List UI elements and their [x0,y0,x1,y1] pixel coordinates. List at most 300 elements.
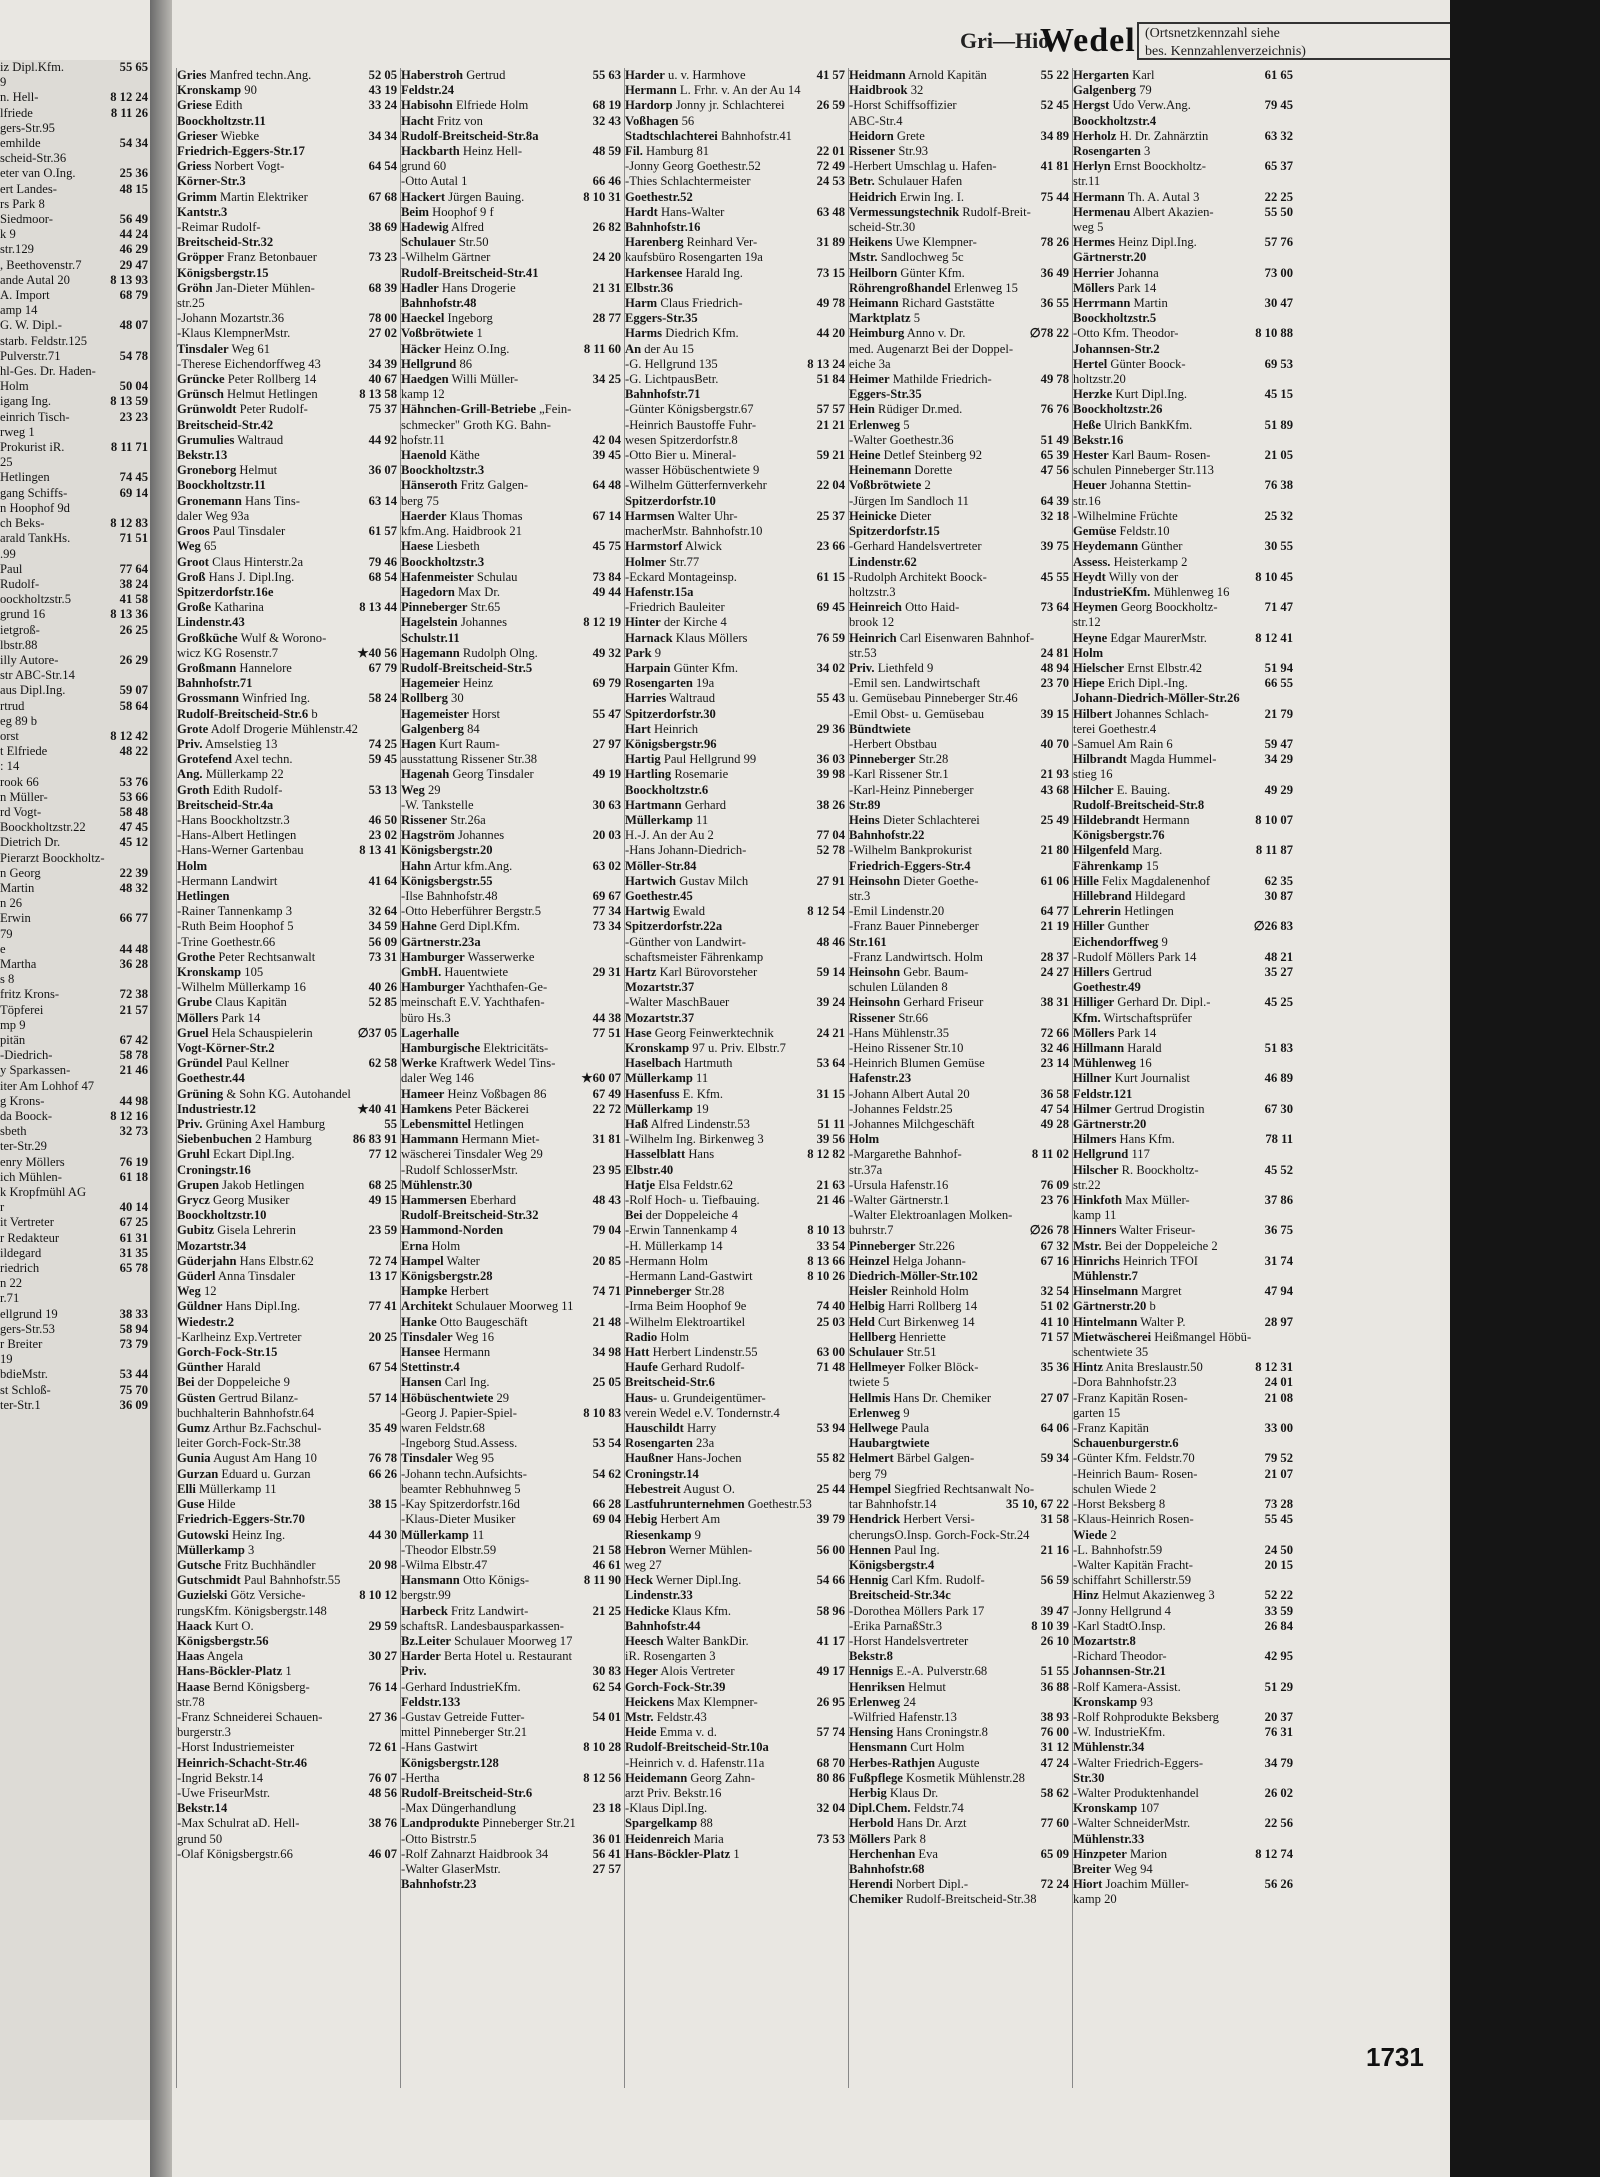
entry-text: Hellmeyer Folker Blöck- [849,1360,979,1375]
directory-entry [401,463,623,478]
phone-number: 34 89 [1038,129,1069,144]
directory-entry [177,950,399,965]
directory-entry [1073,1011,1295,1026]
phone-number: 66 26 [366,1467,397,1482]
directory-entry [177,1269,399,1284]
phone-number: 25 05 [590,1375,621,1390]
directory-column-3 [624,68,847,2088]
entry-text: it Vertreter [0,1215,54,1230]
entry-text: aus Dipl.Ing. [0,683,66,698]
directory-entry [177,615,399,630]
entry-text: Grünsch Helmut Hetlingen [177,387,318,402]
directory-entry [177,235,399,250]
directory-entry [849,1619,1071,1634]
directory-entry [401,144,623,159]
directory-entry [401,1543,623,1558]
phone-number: 59 45 [366,752,397,767]
entry-text: Boockholtzstr.6 [625,782,709,797]
phone-number: 39 56 [814,1132,845,1147]
entry-text: Güderjahn Hans Elbstr.62 [177,1253,314,1268]
phone-number: 23 66 [814,539,845,554]
directory-entry [177,874,399,889]
directory-entry [401,1299,623,1314]
phone-number: 29 59 [366,1619,397,1634]
phone-number: 58 78 [117,1048,148,1063]
directory-entry [401,570,623,585]
phone-number: 49 29 [1262,783,1293,798]
entry-text: Heimer Mathilde Friedrich- [849,372,992,387]
directory-entry [849,1680,1071,1695]
entry-text: Güsten Gertrud Bilanz- [177,1390,299,1405]
phone-number: 66 46 [590,174,621,189]
directory-entry [0,683,150,698]
directory-entry [401,1345,623,1360]
entry-text: Heidenreich Maria [625,1831,724,1846]
entry-text: Haß Alfred Lindenstr.53 [625,1117,750,1132]
entry-text: büro Hs.3 [401,1010,451,1025]
directory-entry [401,904,623,919]
directory-entry [849,1756,1071,1771]
entry-text: Hagemeier Heinz [401,676,493,691]
entry-text: Mozartstr.37 [625,1010,695,1025]
entry-text: -Gerhard IndustrieKfm. [401,1679,521,1694]
directory-entry [0,394,150,409]
directory-entry [0,775,150,790]
directory-entry [401,1695,623,1710]
entry-text: Kronskamp 97 u. Priv. Elbstr.7 [625,1041,786,1055]
phone-number: 64 54 [366,159,397,174]
phone-number: 31 58 [1038,1512,1069,1527]
entry-text: Hans-Böckler-Platz 1 [625,1846,740,1861]
directory-entry [177,98,399,113]
phone-number: 45 55 [1038,570,1069,585]
entry-text: Bekstr.14 [177,1801,228,1816]
entry-text: Griese Edith [177,98,243,113]
directory-entry [849,1178,1071,1193]
directory-entry [0,911,150,926]
directory-entry [1073,813,1295,828]
phone-number: 32 18 [1038,509,1069,524]
entry-text: Haußner Hans-Jochen [625,1451,742,1466]
entry-text: Gärtnerstr.23a [401,934,481,949]
entry-text: k 9 [0,227,16,242]
entry-text: Hacht Fritz von [401,113,483,128]
directory-entry [401,1269,623,1284]
phone-number: 46 61 [590,1558,621,1573]
directory-entry [625,1163,847,1178]
directory-entry [177,433,399,448]
directory-entry [1073,661,1295,676]
entry-text: n Müller- [0,789,48,804]
phone-number: 23 76 [1038,1193,1069,1208]
phone-number: 45 12 [117,835,148,850]
entry-text: str.11 [1073,174,1101,189]
directory-entry [177,1801,399,1816]
entry-text: -Wilhelm Elektroartikel [625,1314,746,1329]
entry-text: A. Import [0,288,50,303]
entry-text: -Hans-Albert Hetlingen [177,828,297,843]
phone-number: 38 15 [366,1497,397,1512]
directory-entry [625,478,847,493]
entry-text: -Rudolph Architekt Boock- [849,569,987,584]
phone-number: 55 22 [1038,68,1069,83]
phone-number: 46 89 [1262,1071,1293,1086]
phone-number: 39 47 [1038,1604,1069,1619]
directory-entry [625,1512,847,1527]
entry-text: stieg 16 [1073,767,1113,782]
entry-text: wicz KG Rosenstr.7 [177,645,279,660]
entry-text: Spitzerdorfstr.15 [849,524,940,539]
directory-entry [0,1003,150,1018]
phone-number: 44 48 [117,942,148,957]
entry-text: Hildebrandt Hermann [1073,812,1190,827]
entry-text: -Otto Autal 1 [401,174,468,189]
entry-text: Wiede 2 [1073,1527,1117,1542]
phone-number: 32 04 [814,1801,845,1816]
phone-number: 27 36 [366,1710,397,1725]
phone-number: 28 37 [1038,950,1069,965]
directory-entry [1073,1193,1295,1208]
directory-entry [177,129,399,144]
entry-text: Hadler Hans Drogerie [401,280,516,295]
entry-text: Elbstr.36 [625,280,674,295]
directory-entry [1073,205,1295,220]
phone-number: 20 37 [1262,1710,1293,1725]
entry-text: Rudolf-Breitscheid-Str.8a [401,128,539,143]
directory-entry [401,859,623,874]
phone-number: 74 25 [366,737,397,752]
directory-entry [1073,463,1295,478]
phone-number: ★40 41 [354,1102,397,1117]
directory-entry [849,1482,1071,1497]
entry-text: Hamburger Yachthafen-Ge- [401,980,548,995]
directory-entry [1073,1771,1295,1786]
directory-entry [1073,1239,1295,1254]
directory-entry [177,1528,399,1543]
entry-text: Tinsdaler Weg 95 [401,1451,494,1466]
phone-number: 23 59 [366,1223,397,1238]
phone-number: 74 45 [117,470,148,485]
entry-text: scheid-Str.30 [849,220,916,235]
directory-entry [625,1056,847,1071]
entry-text: Heydemann Günther [1073,539,1183,554]
entry-text: Harms Diedrich Kfm. [625,326,739,341]
directory-entry [1073,1619,1295,1634]
entry-text: -Theodor Elbstr.59 [401,1542,497,1557]
phone-number: 27 02 [366,326,397,341]
directory-entry [625,1330,847,1345]
directory-entry [177,570,399,585]
directory-entry [401,555,623,570]
entry-text: Rudolf-Breitscheid-Str.41 [401,265,539,280]
directory-entry [625,1649,847,1664]
directory-entry [177,1330,399,1345]
phone-number: 22 39 [117,866,148,881]
directory-entry [177,904,399,919]
directory-entry [0,851,150,866]
phone-number: 56 09 [366,935,397,950]
directory-entry [401,1254,623,1269]
entry-text: Schulstr.11 [401,630,460,645]
phone-number: 67 25 [117,1215,148,1230]
entry-text: Kronskamp 107 [1073,1801,1160,1816]
entry-text: Hilbert Johannes Schlach- [1073,706,1209,721]
entry-text: -Jürgen Im Sandloch 11 [849,493,969,508]
entry-text: Johannsen-Str.21 [1073,1664,1166,1679]
directory-entry [625,585,847,600]
entry-text: Pulverstr.71 [0,348,61,363]
entry-text: riedrich [0,1261,40,1276]
phone-number: 76 78 [366,1451,397,1466]
phone-number: 8 12 82 [804,1147,845,1162]
entry-text: -Walter Elektroanlagen Molken- [849,1208,1013,1223]
phone-number: 77 04 [814,828,845,843]
entry-text: Rosengarten 23a [625,1436,715,1451]
phone-number: 8 12 54 [804,904,845,919]
directory-entry [401,250,623,265]
directory-entry [1073,494,1295,509]
phone-number: 76 38 [1262,478,1293,493]
phone-number: 8 10 39 [1028,1619,1069,1634]
directory-entry [625,1299,847,1314]
entry-text: Habisohn Elfriede Holm [401,98,529,113]
phone-number: 8 10 28 [580,1740,621,1755]
entry-text: -Franz Landwirtsch. Holm [849,949,983,964]
entry-text: -Wilhelmine Früchte [1073,508,1178,523]
entry-text: Voßbrötwiete 1 [401,326,483,341]
phone-number: 27 57 [590,1862,621,1877]
directory-entry [1073,98,1295,113]
entry-text: Kantstr.3 [177,204,228,219]
entry-text: Grieser Wiebke [177,128,260,143]
entry-text: igang Ing. [0,394,52,409]
entry-text: Hähnchen-Grill-Betriebe „Fein- [401,402,572,417]
page-header [172,20,1450,64]
directory-entry [0,75,150,90]
entry-text: Müllerkamp 19 [625,1101,709,1116]
directory-entry [177,205,399,220]
directory-entry [849,1771,1071,1786]
phone-number: 61 31 [117,1231,148,1246]
entry-text: Grube Claus Kapitän [177,995,287,1010]
directory-entry [849,1299,1071,1314]
entry-text: schiffahrt Schillerstr.59 [1073,1573,1191,1588]
entry-text: ter-Str.29 [0,1139,47,1154]
directory-entry [177,737,399,752]
directory-entry [625,1026,847,1041]
page-number: 1731 [1366,2042,1424,2072]
directory-entry [1073,935,1295,950]
entry-text: Heydt Willy von der [1073,569,1179,584]
directory-entry [849,767,1071,782]
entry-text: Mstr. Bei der Doppeleiche 2 [1073,1238,1218,1253]
directory-entry [849,342,1071,357]
entry-text: str.53 [849,645,877,660]
entry-text: str.3 [849,888,871,903]
entry-text: Groß Hans J. Dipl.Ing. [177,569,295,584]
entry-text: scheid-Str.36 [0,151,67,166]
entry-text: -Johann techn.Aufsichts- [401,1466,527,1481]
entry-text: e [0,941,6,956]
directory-entry [849,1816,1071,1831]
entry-text: Hammersen Eberhard [401,1193,517,1208]
phone-number: 71 51 [117,531,148,546]
directory-entry [177,843,399,858]
directory-entry [849,1011,1071,1026]
directory-entry [0,90,150,105]
entry-text: Werke Kraftwerk Wedel Tins- [401,1056,556,1071]
entry-text: Hinselmann Margret [1073,1284,1182,1299]
directory-entry [849,1892,1071,1907]
entry-text: -Johannes Milchgeschäft [849,1117,975,1132]
entry-text: Königsbergstr.56 [177,1633,269,1648]
directory-entry [1073,68,1295,83]
directory-entry [177,1740,399,1755]
directory-entry [401,1877,623,1892]
phone-number: 44 92 [366,433,397,448]
phone-number: 72 66 [1038,1026,1069,1041]
entry-text: st Schloß- [0,1382,51,1397]
directory-entry [401,813,623,828]
entry-text: macherMstr. Bahnhofstr.10 [625,524,763,539]
directory-entry [1073,1071,1295,1086]
directory-entry [401,676,623,691]
entry-text: Herlyn Ernst Boockholtz- [1073,159,1206,174]
phone-number: 20 15 [1262,1558,1293,1573]
directory-entry [625,995,847,1010]
directory-entry [849,402,1071,417]
entry-text: Lebensmittel Hetlingen [401,1117,524,1132]
directory-entry [177,326,399,341]
phone-number: 30 47 [1262,296,1293,311]
entry-text: Boockholtzstr.10 [177,1208,267,1223]
directory-entry [625,919,847,934]
entry-text: Lagerhalle [401,1025,460,1040]
entry-text: Johannsen-Str.2 [1073,341,1160,356]
phone-number: 26 02 [1262,1786,1293,1801]
entry-text: -Walter Produktenhandel [1073,1785,1199,1800]
directory-entry [401,1315,623,1330]
entry-text: Hameer Heinz Voßbagen 86 [401,1086,547,1101]
phone-number: 38 93 [1038,1710,1069,1725]
phone-number: 8 13 36 [107,607,148,622]
directory-entry [1073,1558,1295,1573]
phone-number: 38 31 [1038,995,1069,1010]
directory-entry [401,1421,623,1436]
directory-entry [0,486,150,501]
entry-text: Hebron Werner Mühlen- [625,1542,753,1557]
directory-entry [1073,828,1295,843]
entry-text: Herrier Johanna [1073,265,1159,280]
entry-text: Mühlenweg 16 [1073,1056,1152,1071]
entry-text: Guse Hilde [177,1497,236,1512]
entry-text: Heidorn Grete [849,128,925,143]
entry-text: -Max Düngerhandlung [401,1801,517,1816]
entry-text: Dipl.Chem. Feldstr.74 [849,1801,964,1816]
directory-entry [1073,1543,1295,1558]
entry-text: 79 [0,926,13,941]
entry-text: sbeth [0,1124,27,1139]
directory-entry [401,220,623,235]
entry-text: Hennen Paul Ing. [849,1542,940,1557]
directory-entry [1073,1360,1295,1375]
scan-border [1450,0,1600,2177]
entry-text: Henriksen Helmut [849,1679,946,1694]
directory-entry [0,1337,150,1352]
directory-entry [849,1436,1071,1451]
entry-text: -Walter Goethestr.36 [849,432,954,447]
directory-entry [177,600,399,615]
entry-text: Gurzan Eduard u. Gurzan [177,1466,311,1481]
directory-entry [625,1223,847,1238]
phone-number: 51 49 [1038,433,1069,448]
entry-text: arald TankHs. [0,531,71,546]
entry-text: Hermann L. Frhr. v. An der Au 14 [625,83,801,98]
directory-entry [625,600,847,615]
directory-entry [625,1345,847,1360]
phone-number: 8 12 24 [107,90,148,105]
phone-number: 8 10 31 [580,190,621,205]
directory-entry [625,1406,847,1421]
directory-entry [0,425,150,440]
entry-text: Rosengarten 3 [1073,144,1151,159]
directory-entry [849,1725,1071,1740]
directory-entry [401,1467,623,1482]
directory-entry [0,151,150,166]
directory-entry [625,570,847,585]
directory-entry [0,790,150,805]
phone-number: 51 11 [814,1117,845,1132]
entry-text: Bahnhofstr.22 [849,828,925,843]
phone-number: 36 55 [1038,296,1069,311]
directory-entry [401,478,623,493]
entry-text: -W. IndustrieKfm. [1073,1725,1166,1740]
directory-entry [0,1079,150,1094]
entry-text: -Horst Industriemeister [177,1740,295,1755]
entry-text: -Hermann Holm [625,1253,708,1268]
entry-text: Hetlingen [0,470,50,485]
entry-text: Spitzerdorfstr.16e [177,584,274,599]
entry-text: Lindenstr.33 [625,1588,693,1603]
entry-text: Gärtnerstr.20 [1073,1117,1147,1132]
entry-text: ande Autal 20 [0,272,70,287]
entry-text: Hampel Walter [401,1253,480,1268]
directory-entry [401,1406,623,1421]
entry-text: schaftsmeister Fährenkamp [625,949,764,964]
entry-text: Assess. Heisterkamp 2 [1073,554,1188,569]
phone-number: 47 94 [1262,1284,1293,1299]
entry-text: Voßbrötwiete 2 [849,478,931,493]
phone-number: 76 19 [117,1155,148,1170]
directory-entry [849,235,1071,250]
directory-entry [401,1375,623,1390]
directory-entry [1073,174,1295,189]
directory-entry [1073,1588,1295,1603]
entry-text: -Ilse Bahnhofstr.48 [401,888,498,903]
directory-entry [849,1056,1071,1071]
directory-entry [401,1801,623,1816]
entry-text: Mühlenstr.7 [1073,1269,1138,1284]
phone-number: 67 68 [366,190,397,205]
entry-text: Rudolf-Breitscheid-Str.6 [401,1785,533,1800]
phone-number: 64 77 [1038,904,1069,919]
entry-text: Hagelstein Johannes [401,615,507,630]
phone-number: 79 46 [366,555,397,570]
entry-text: Müllerkamp 11 [401,1527,485,1542]
directory-entry [177,1710,399,1725]
entry-text: -Johannes Feldstr.25 [849,1101,953,1116]
phone-number: 48 15 [117,182,148,197]
